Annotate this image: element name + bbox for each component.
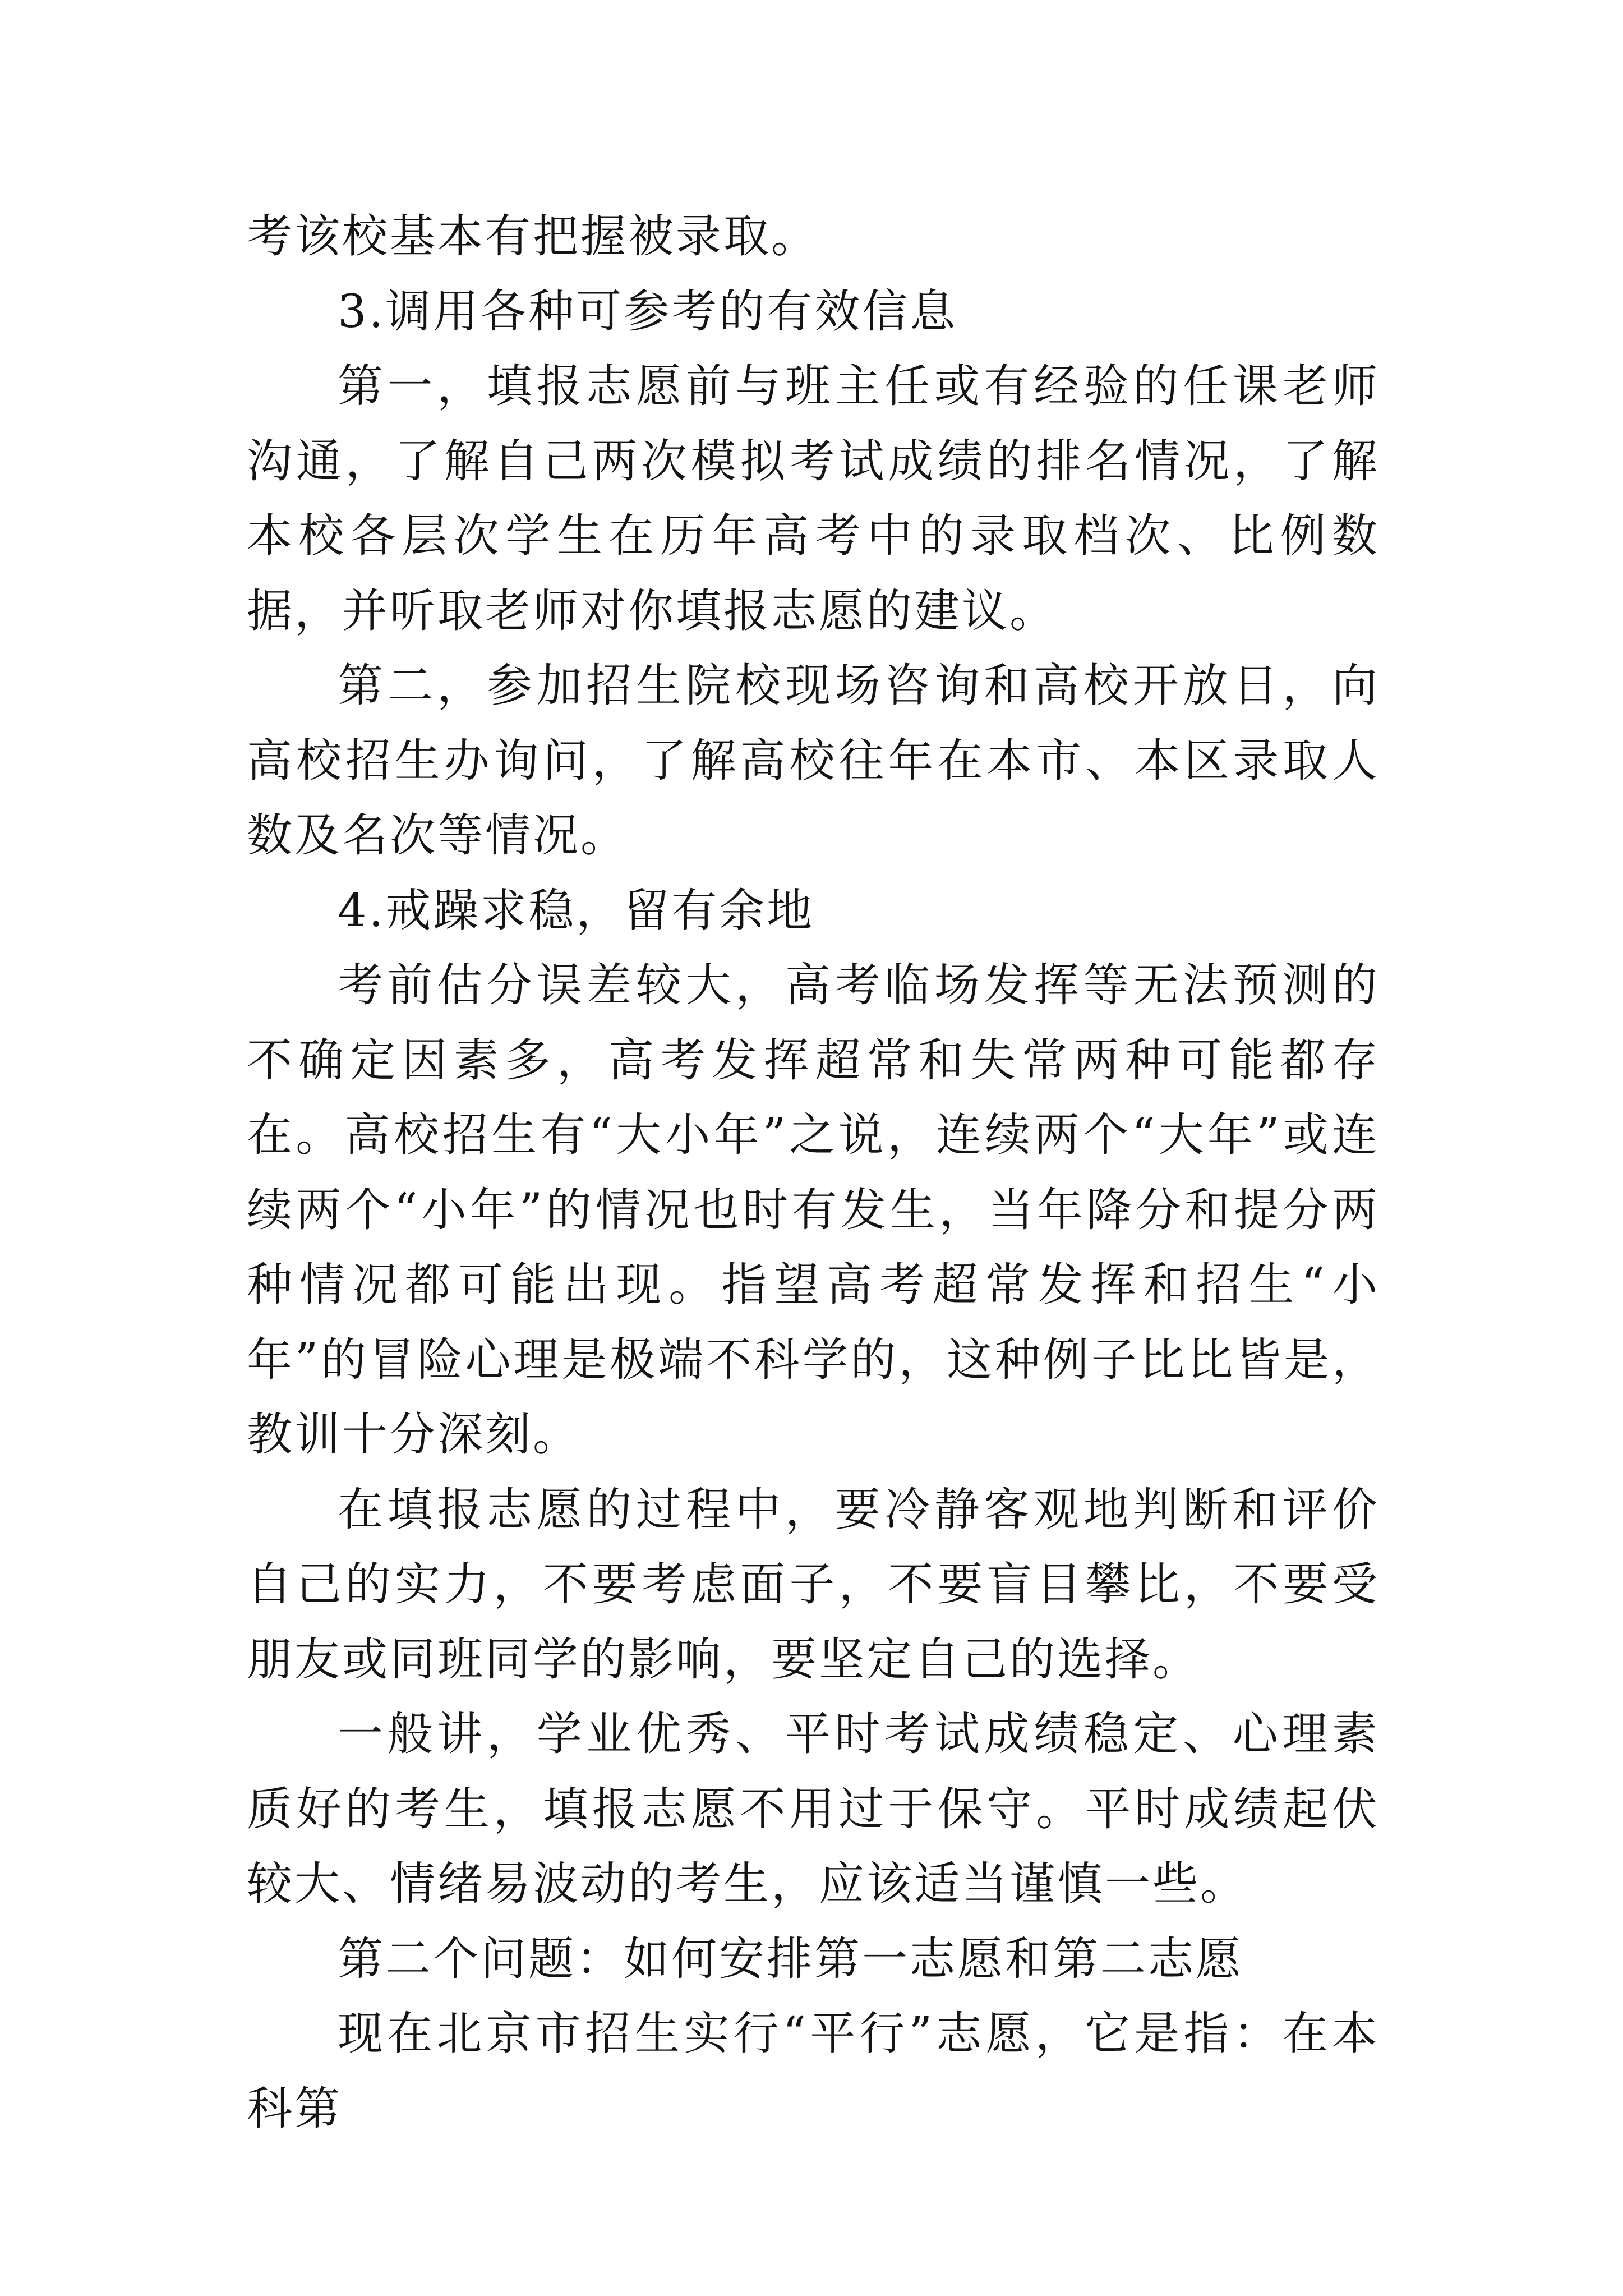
paragraph-self-assessment: 在填报志愿的过程中，要冷静客观地判断和评价自己的实力，不要考虑面子，不要盲目攀比，不要受朋友或同班同学的影响，要坚定自己的选择。 <box>247 1483 1380 1686</box>
question-heading-2: 第二个问题：如何安排第一志愿和第二志愿 <box>338 1932 1244 1986</box>
section-heading-4: 4.戒躁求稳，留有余地 <box>338 884 815 937</box>
document-body <box>247 200 1380 2147</box>
paragraph-first-point: 第一，填报志愿前与班主任或有经验的任课老师沟通，了解自己两次模拟考试成绩的排名情况，了解本校各层次学生在历年高考中的录取档次、比例数据，并听取老师对你填报志愿的建议。 <box>247 360 1380 638</box>
paragraph-uncertainty: 考前估分误差较大，高考临场发挥等无法预测的不确定因素多，高考发挥超常和失常两种可能都存在。高校招生有“大小年”之说，连续两个“大年”或连续两个“小年”的情况也时有发生，当年降分和提分两种情况都可能出现。指望高考超常发挥和招生“小年”的冒险心理是极端不科学的，这种例子比比皆是，教训十分深刻。 <box>247 959 1380 1461</box>
paragraph-parallel-choice: 现在北京市招生实行“平行”志愿，它是指：在本科第 <box>247 2008 1380 2136</box>
paragraph-continuation: 考该校基本有把握被录取。 <box>247 210 819 263</box>
section-heading-3: 3.调用各种可参考的有效信息 <box>338 285 958 338</box>
paragraph-general-advice: 一般讲，学业优秀、平时考试成绩稳定、心理素质好的考生，填报志愿不用过于保守。平时成绩起伏较大、情绪易波动的考生，应该适当谨慎一些。 <box>247 1708 1380 1911</box>
paragraph-second-point: 第二，参加招生院校现场咨询和高校开放日，向高校招生办询问，了解高校往年在本市、本区录取人数及名次等情况。 <box>247 660 1380 862</box>
